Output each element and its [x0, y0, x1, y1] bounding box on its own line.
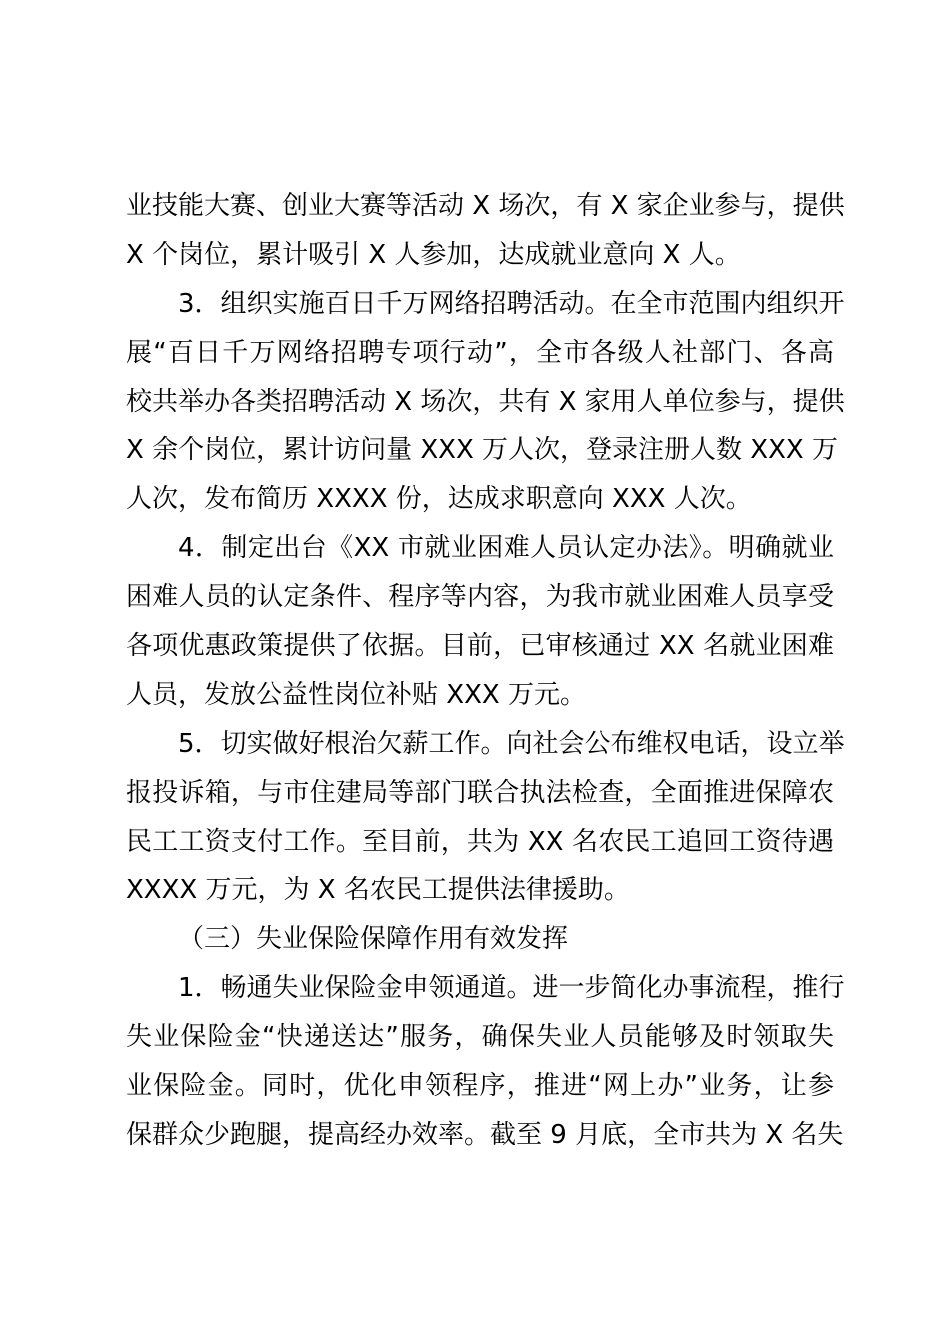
text-line: 人次，发布简历 XXXX 份，达成求职意向 XXX 人次。	[126, 484, 752, 515]
text-line: 1．畅通失业保险金申领通道。进一步简化办事流程，推行	[178, 973, 845, 1004]
text-line: 校共举办各类招聘活动 X 场次，共有 X 家用人单位参与，提供	[126, 386, 845, 417]
text-line: 保群众少跑腿，提高经办效率。截至 9 月底，全市共为 X 名失	[126, 1119, 844, 1150]
text-line: 展“百日千万网络招聘专项行动”，全市各级人社部门、各高	[126, 337, 834, 368]
text-line: 失业保险金“快递送达”服务，确保失业人员能够及时领取失	[126, 1022, 834, 1053]
text-line: 3．组织实施百日千万网络招聘活动。在全市范围内组织开	[178, 288, 845, 319]
text-line: X 余个岗位，累计访问量 XXX 万人次，登录注册人数 XXX 万	[126, 435, 839, 466]
body-text	[126, 182, 845, 1160]
text-line: 民工工资支付工作。至目前，共为 XX 名农民工追回工资待遇	[126, 826, 834, 857]
text-line: X 个岗位，累计吸引 X 人参加，达成就业意向 X 人。	[126, 239, 741, 270]
section-heading: （三）失业保险保障作用有效发挥	[178, 924, 569, 955]
text-line: 各项优惠政策提供了依据。目前，已审核通过 XX 名就业困难	[126, 631, 834, 662]
text-line: 业保险金。同时，优化申领程序，推进“网上办”业务，让参	[126, 1071, 834, 1102]
text-line: 业技能大赛、创业大赛等活动 X 场次，有 X 家企业参与，提供	[126, 191, 845, 221]
text-line: 困难人员的认定条件、程序等内容，为我市就业困难人员享受	[126, 582, 834, 613]
text-line: 4．制定出台《XX 市就业困难人员认定办法》。明确就业	[178, 533, 834, 564]
text-line: XXXX 万元，为 X 名农民工提供法律援助。	[126, 875, 630, 906]
text-line: 5．切实做好根治欠薪工作。向社会公布维权电话，设立举	[178, 728, 845, 759]
text-line: 人员，发放公益性岗位补贴 XXX 万元。	[126, 679, 586, 710]
text-line: 报投诉箱，与市住建局等部门联合执法检查，全面推进保障农	[126, 777, 834, 808]
